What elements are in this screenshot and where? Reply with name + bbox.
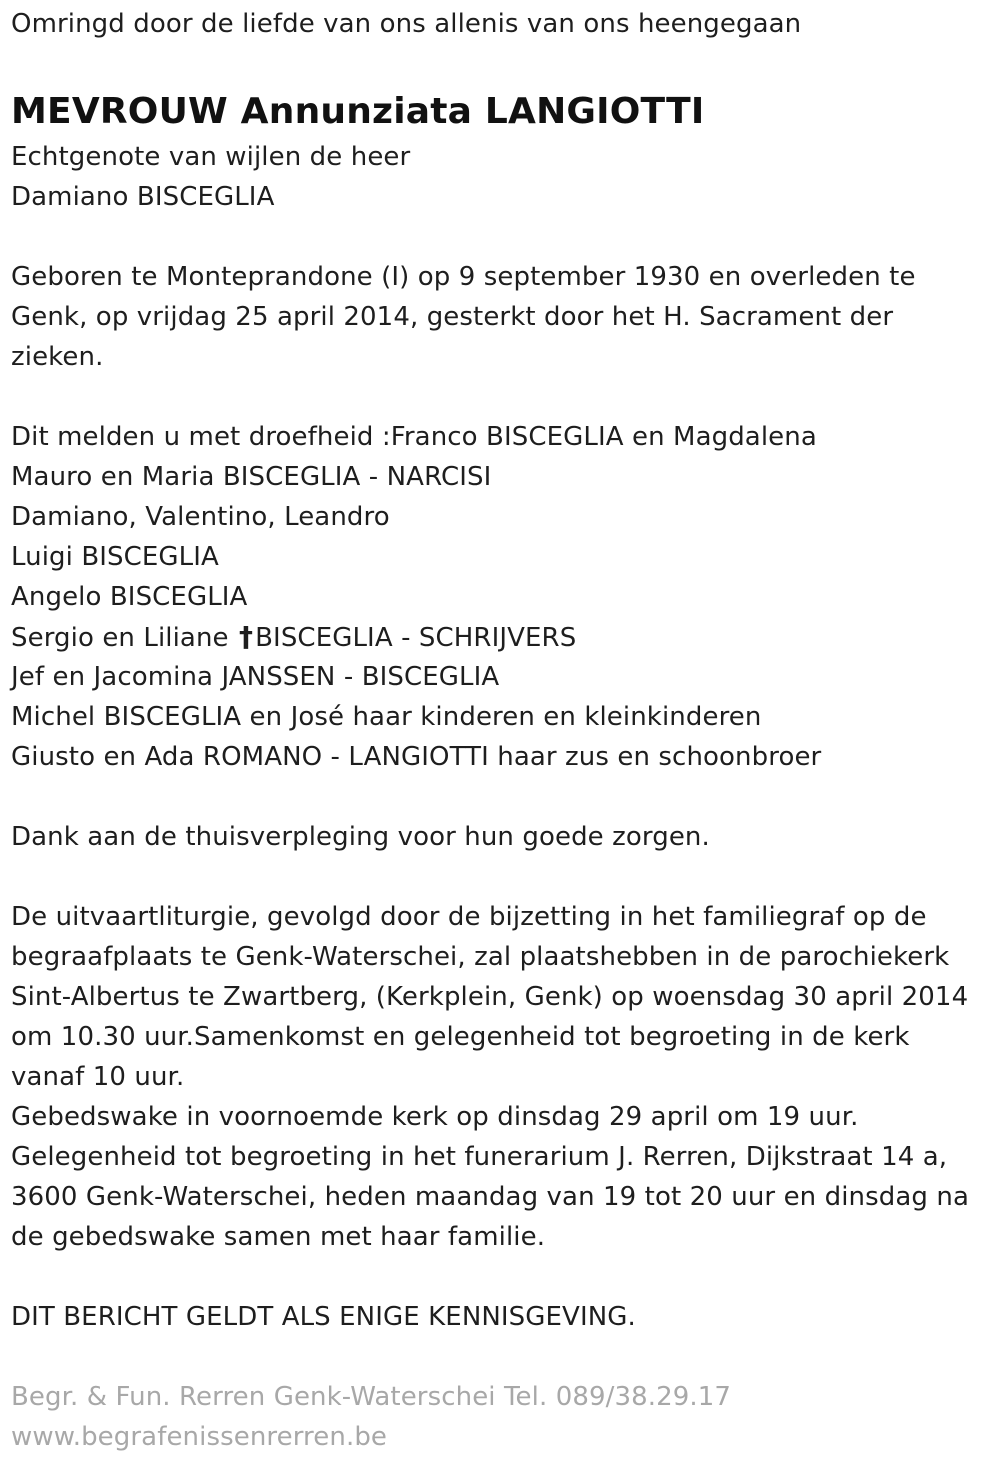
- thanks-text: Dank aan de thuisverpleging voor hun goede zorgen.: [11, 822, 710, 852]
- family-line: Giusto en Ada ROMANO - LANGIOTTI haar zus en schoonbroer: [11, 742, 822, 772]
- family-list: [11, 417, 991, 777]
- ceremony-line: Gelegenheid tot begroeting in het funerarium J. Rerren, Dijkstraat 14 a,: [11, 1142, 948, 1172]
- ceremony-line: vanaf 10 uur.: [11, 1062, 185, 1092]
- family-line-with-cross: [11, 617, 991, 657]
- intro-text: Omringd door de liefde van ons allenis van ons heengegaan: [11, 9, 802, 39]
- family-line: Michel BISCEGLIA en José haar kinderen en kleinkinderen: [11, 702, 762, 732]
- ceremony-line: Gebedswake in voornoemde kerk op dinsdag 29 april om 19 uur.: [11, 1102, 859, 1132]
- birth-death-line: Geboren te Monteprandone (I) op 9 september 1930 en overleden te: [11, 262, 916, 292]
- spouse-name: Damiano BISCEGLIA: [11, 182, 275, 212]
- deceased-name: MEVROUW Annunziata LANGIOTTI: [11, 91, 705, 132]
- notice-text: DIT BERICHT GELDT ALS ENIGE KENNISGEVING.: [11, 1302, 636, 1332]
- birth-death-paragraph: [11, 257, 991, 377]
- ceremony-line: begraafplaats te Genk-Waterschei, zal plaatshebben in de parochiekerk: [11, 942, 950, 972]
- family-line: Angelo BISCEGLIA: [11, 582, 248, 612]
- family-line: Mauro en Maria BISCEGLIA - NARCISI: [11, 462, 492, 492]
- family-line: Jef en Jacomina JANSSEN - BISCEGLIA: [11, 662, 500, 692]
- family-line: Damiano, Valentino, Leandro: [11, 502, 390, 532]
- ceremony-line: 3600 Genk-Waterschei, heden maandag van 19 tot 20 uur en dinsdag na: [11, 1182, 969, 1212]
- ceremony-line: Sint-Albertus te Zwartberg, (Kerkplein, Genk) op woensdag 30 april 2014: [11, 982, 969, 1012]
- ceremony-line: om 10.30 uur.Samenkomst en gelegenheid tot begroeting in de kerk: [11, 1022, 910, 1052]
- family-line: Luigi BISCEGLIA: [11, 542, 219, 572]
- family-line-part: Sergio en Liliane: [11, 623, 229, 653]
- obituary-notice: [11, 4, 991, 1457]
- cross-icon: †: [239, 620, 254, 653]
- family-line-part: BISCEGLIA - SCHRIJVERS: [255, 623, 577, 653]
- ceremony-line: De uitvaartliturgie, gevolgd door de bijzetting in het familiegraf op de: [11, 902, 927, 932]
- ceremony-paragraph: [11, 897, 991, 1257]
- family-line: Dit melden u met droefheid :Franco BISCEGLIA en Magdalena: [11, 422, 817, 452]
- funeral-home-info: Begr. & Fun. Rerren Genk-Waterschei Tel. 089/38.29.17: [11, 1382, 732, 1412]
- website-link[interactable]: www.begrafenissenrerren.be: [11, 1422, 388, 1452]
- birth-death-line: Genk, op vrijdag 25 april 2014, gesterkt door het H. Sacrament der: [11, 302, 894, 332]
- ceremony-line: de gebedswake samen met haar familie.: [11, 1222, 546, 1252]
- birth-death-line: zieken.: [11, 342, 104, 372]
- spouse-line: Echtgenote van wijlen de heer: [11, 142, 411, 172]
